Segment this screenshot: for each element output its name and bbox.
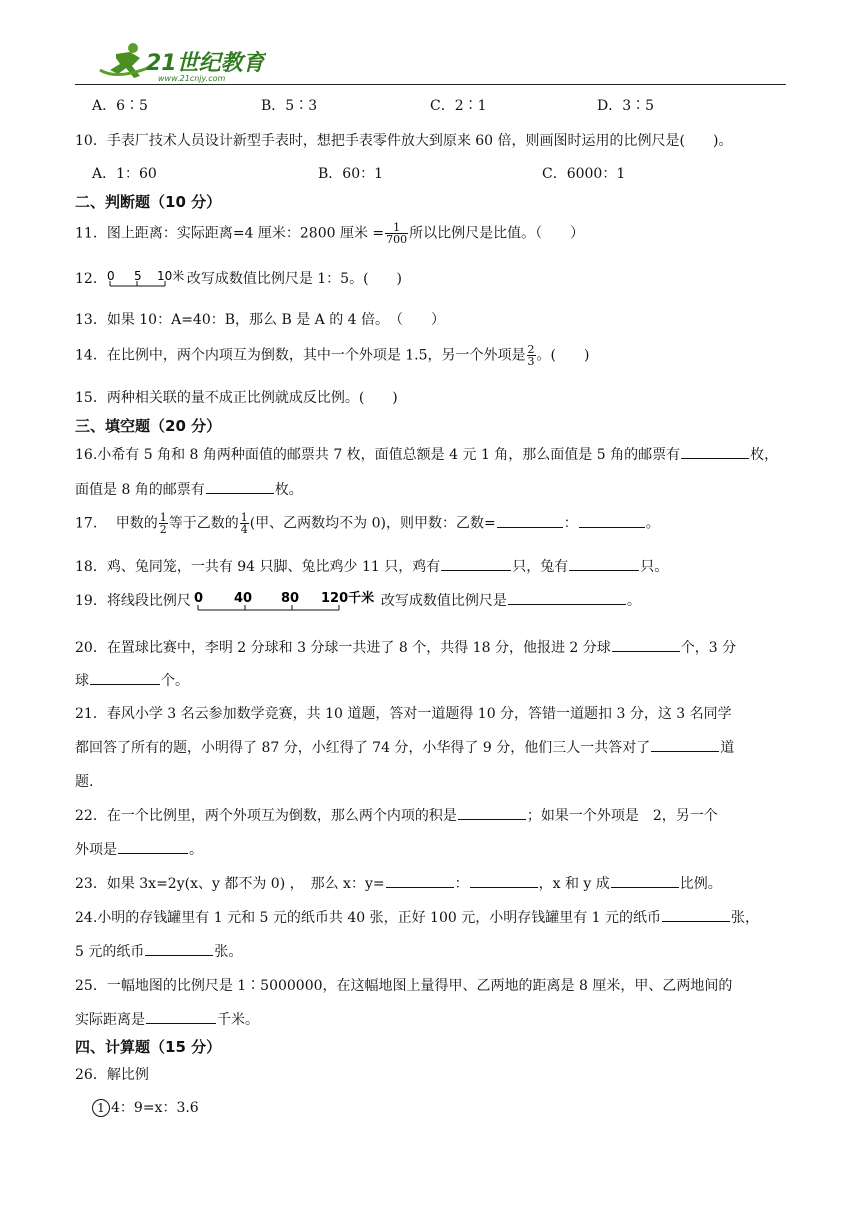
q12-scale-10: 10米 bbox=[156, 269, 185, 283]
q21-line3: 题. bbox=[75, 774, 94, 790]
q19-blank[interactable] bbox=[508, 590, 626, 605]
q17-blank-1[interactable] bbox=[497, 513, 563, 528]
q19-scale-80: 80 bbox=[280, 591, 299, 606]
q10-option-a: A．1：60 bbox=[92, 166, 157, 182]
q22-line1 bbox=[75, 805, 718, 825]
q21-line2 bbox=[75, 737, 734, 757]
q18-text-2: 只，兔有 bbox=[512, 559, 569, 575]
q20-blank-2[interactable] bbox=[90, 670, 160, 685]
q18-blank-1[interactable] bbox=[441, 556, 511, 571]
q26-item-1 bbox=[92, 1097, 199, 1117]
q11-denominator: 700 bbox=[386, 233, 408, 246]
q22-line2 bbox=[75, 839, 203, 859]
q25-line2 bbox=[75, 1009, 259, 1029]
q12-line-scale bbox=[107, 269, 187, 289]
q10-option-c: C．6000：1 bbox=[542, 166, 626, 182]
q23-text-2: ： bbox=[454, 876, 469, 892]
q17-text-2: 等于乙数的 bbox=[168, 515, 239, 532]
q12-scale-5: 5 bbox=[133, 269, 142, 283]
header-divider bbox=[75, 84, 786, 85]
q19-scale-40: 40 bbox=[233, 591, 252, 606]
q24-text-1: 24.小明的存钱罐里有 1 元和 5 元的纸币共 40 张，正好 100 元，小明存钱罐里有 1 元的纸币 bbox=[75, 910, 662, 926]
q16-text-3: 面值是 8 角的邮票有 bbox=[75, 482, 205, 498]
runner-icon bbox=[96, 40, 266, 84]
q16-text-4: 枚。 bbox=[274, 482, 303, 498]
q23-text-4: 比例。 bbox=[679, 876, 722, 892]
q14 bbox=[75, 344, 589, 367]
q22-text-4: 。 bbox=[189, 842, 203, 858]
q17-num-2: 1 bbox=[240, 511, 248, 524]
q22-text-1: 22．在一个比例里，两个外项互为倒数，那么两个内项的积是 bbox=[75, 808, 457, 824]
q22-text-3: 外项是 bbox=[75, 842, 117, 858]
q11-fraction bbox=[385, 222, 408, 245]
q24-text-3: 5 元的纸币 bbox=[75, 944, 145, 960]
q26-title: 26．解比例 bbox=[75, 1067, 149, 1083]
section-heading-fill: 三、填空题（20 分） bbox=[75, 417, 222, 435]
q24-line1 bbox=[75, 907, 759, 927]
q9-option-d: D．3∶5 bbox=[597, 98, 655, 114]
q21-blank[interactable] bbox=[651, 737, 719, 752]
q16-line1 bbox=[75, 444, 778, 464]
q24-text-4: 张。 bbox=[214, 944, 243, 960]
q17-text-5: 。 bbox=[645, 515, 660, 532]
q17-fraction-2 bbox=[240, 512, 249, 535]
q24-line2 bbox=[75, 941, 242, 961]
q9-option-c: C．2∶1 bbox=[430, 98, 487, 114]
q11-prefix: 11．图上距离：实际距离=4 厘米：2800 厘米 = bbox=[75, 225, 385, 242]
q17-num-1: 1 bbox=[159, 511, 167, 524]
q11-suffix: 所以比例尺是比值。（ ） bbox=[409, 225, 585, 242]
q25-text-1: 实际距离是 bbox=[75, 1012, 145, 1028]
q12-prefix: 12． bbox=[75, 271, 107, 287]
q23-blank-1[interactable] bbox=[386, 873, 454, 888]
q20-text-4: 个。 bbox=[161, 673, 189, 689]
q20-blank-1[interactable] bbox=[612, 637, 680, 652]
q18-text-3: 只。 bbox=[640, 559, 669, 575]
q20-line2 bbox=[75, 670, 189, 690]
q23-text-1: 23．如果 3x=2y(x、y 都不为 0) ， 那么 x：y= bbox=[75, 876, 385, 892]
section-heading-calc: 四、计算题（15 分） bbox=[75, 1038, 222, 1056]
q12-suffix: 改写成数值比例尺是 1：5。( ) bbox=[186, 271, 403, 287]
q19-text-3: 。 bbox=[626, 593, 641, 609]
q25-text-2: 千米。 bbox=[217, 1012, 259, 1028]
section-heading-judgement: 二、判断题（10 分） bbox=[75, 193, 222, 211]
q21-text-1: 都回答了所有的题，小明得了 87 分，小红得了 74 分，小华得了 9 分，他们三人一共答对了 bbox=[75, 740, 651, 756]
q19-line-scale bbox=[191, 588, 381, 614]
q17-text-4: ： bbox=[563, 515, 578, 532]
q16-blank-2[interactable] bbox=[206, 479, 274, 494]
q24-blank-1[interactable] bbox=[662, 907, 730, 922]
q22-blank-1[interactable] bbox=[458, 805, 526, 820]
q14-suffix: 。( ) bbox=[536, 347, 590, 364]
q10-option-b: B．60：1 bbox=[318, 166, 384, 182]
logo-main: 21世纪教育 bbox=[146, 51, 265, 76]
q24-blank-2[interactable] bbox=[145, 941, 213, 956]
q17-den-1: 2 bbox=[159, 523, 167, 536]
q19-scale-120: 120千米 bbox=[320, 591, 374, 606]
q13: 13．如果 10：A=40：B，那么 B 是 A 的 4 倍。 （ ） bbox=[75, 312, 446, 328]
q25-line1: 25．一幅地图的比例尺是 1∶5000000，在这幅地图上量得甲、乙两地的距离是 8 厘米，甲、乙两地间的 bbox=[75, 978, 733, 994]
q17-text-1: 17. 甲数的 bbox=[75, 515, 158, 532]
q23-blank-3[interactable] bbox=[611, 873, 679, 888]
q9-option-b: B．5∶3 bbox=[261, 98, 318, 114]
q23-text-3: ，x 和 y 成 bbox=[538, 876, 610, 892]
q16-text-1: 16.小希有 5 角和 8 角两种面值的邮票共 7 枚，面值总额是 4 元 1 角，那么面值是 5 角的邮票有 bbox=[75, 447, 681, 463]
q21-text-2: 道 bbox=[720, 740, 735, 756]
q12 bbox=[75, 268, 402, 289]
q11 bbox=[75, 222, 584, 245]
q12-scale-0: 0 bbox=[106, 269, 115, 283]
q11-numerator: 1 bbox=[385, 222, 408, 234]
q23 bbox=[75, 873, 722, 893]
q19-text-2: 改写成数值比例尺是 bbox=[380, 593, 507, 609]
q20-line1 bbox=[75, 637, 736, 657]
q15: 15．两种相关联的量不成正比例就成反比例。( ) bbox=[75, 390, 398, 406]
q14-numerator: 2 bbox=[527, 343, 535, 356]
q16-text-2: 枚， bbox=[750, 447, 779, 463]
q18 bbox=[75, 556, 668, 576]
q21-line1: 21．春风小学 3 名云参加数学竞赛，共 10 道题，答对一道题得 10 分，答错一道题扣 3 分，这 3 名同学 bbox=[75, 706, 732, 722]
q18-blank-2[interactable] bbox=[569, 556, 639, 571]
brand-logo bbox=[96, 40, 266, 84]
logo-sub: www.21cnjy.com bbox=[158, 74, 226, 83]
q14-prefix: 14．在比例中，两个内项互为倒数，其中一个外项是 1.5，另一个外项是 bbox=[75, 347, 526, 364]
q14-denominator: 3 bbox=[527, 355, 535, 368]
circled-number-1: 1 bbox=[92, 1099, 110, 1117]
q19-text-1: 19．将线段比例尺 bbox=[75, 593, 191, 609]
q20-text-2: 个，3 分 bbox=[680, 640, 737, 656]
q26-item-1-text: 4：9=x：3.6 bbox=[111, 1100, 199, 1116]
q20-text-3: 球 bbox=[75, 673, 89, 689]
q18-text-1: 18．鸡、兔同笼，一共有 94 只脚、兔比鸡少 11 只，鸡有 bbox=[75, 559, 441, 575]
q22-blank-2[interactable] bbox=[118, 839, 188, 854]
q20-text-1: 20．在置球比赛中，李明 2 分球和 3 分球一共进了 8 个，共得 18 分，他报进 2 分球 bbox=[75, 640, 611, 656]
q23-blank-2[interactable] bbox=[470, 873, 538, 888]
q17 bbox=[75, 512, 660, 535]
q24-text-2: 张， bbox=[731, 910, 760, 926]
q17-den-2: 4 bbox=[240, 523, 248, 536]
q17-text-3: (甲、乙两数均不为 0)，则甲数：乙数= bbox=[249, 515, 496, 532]
q19-scale-0: 0 bbox=[193, 591, 203, 606]
q17-blank-2[interactable] bbox=[579, 513, 645, 528]
q10-text: 10．手表厂技术人员设计新型手表时，想把手表零件放大到原来 60 倍，则画图时运用的比例尺是( )。 bbox=[75, 133, 733, 149]
q16-line2 bbox=[75, 479, 303, 499]
q9-option-a: A．6∶5 bbox=[92, 98, 148, 114]
q25-blank[interactable] bbox=[146, 1009, 216, 1024]
q14-fraction bbox=[527, 344, 536, 367]
q16-blank-1[interactable] bbox=[681, 444, 749, 459]
q17-fraction-1 bbox=[159, 512, 168, 535]
q19 bbox=[75, 588, 641, 614]
q22-text-2: ；如果一个外项是 2，另一个 bbox=[526, 808, 718, 824]
